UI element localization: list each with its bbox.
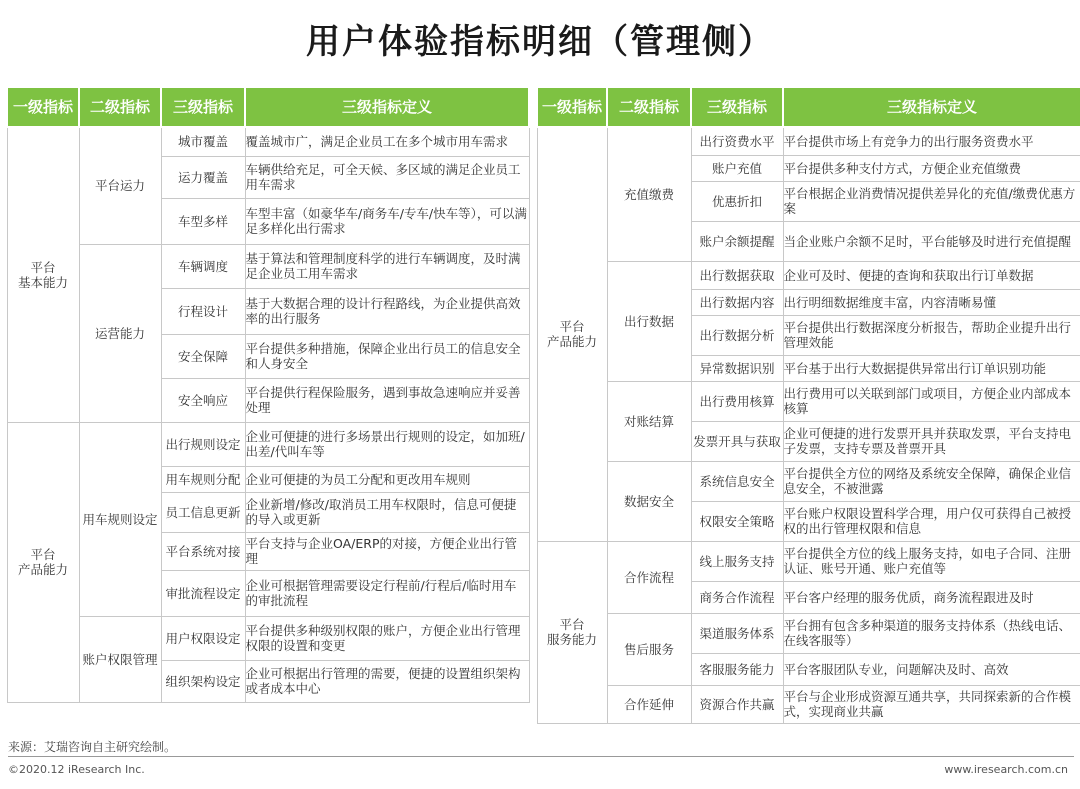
table-row bbox=[7, 616, 529, 660]
level1-cell: 平台 服务能力 bbox=[537, 541, 607, 723]
level3-cell: 安全响应 bbox=[161, 378, 245, 422]
definition-cell: 企业可便捷的为员工分配和更改用车规则 bbox=[245, 466, 529, 492]
definition-cell: 平台提供多种措施，保障企业出行员工的信息安全和人身安全 bbox=[245, 334, 529, 378]
definition-cell: 平台根据企业消费情况提供差异化的充值/缴费优惠方案 bbox=[783, 181, 1080, 221]
level3-cell: 出行资费水平 bbox=[691, 127, 783, 155]
level3-cell: 商务合作流程 bbox=[691, 581, 783, 613]
level3-cell: 审批流程设定 bbox=[161, 570, 245, 616]
definition-cell: 平台拥有包含多种渠道的服务支持体系（热线电话、在线客服等） bbox=[783, 613, 1080, 653]
header-level2: 二级指标 bbox=[607, 87, 691, 127]
header-level1: 一级指标 bbox=[7, 87, 79, 127]
definition-cell: 平台提供多种支付方式，方便企业充值缴费 bbox=[783, 155, 1080, 181]
table-row bbox=[7, 244, 529, 288]
definition-cell: 平台账户权限设置科学合理，用户仅可获得自己被授权的出行管理权限和信息 bbox=[783, 501, 1080, 541]
level3-cell: 出行数据分析 bbox=[691, 315, 783, 355]
definition-cell: 平台提供多种级别权限的账户，方便企业出行管理权限的设置和变更 bbox=[245, 616, 529, 660]
definition-cell: 平台提供全方位的线上服务支持，如电子合同、注册认证、账号开通、账户充值等 bbox=[783, 541, 1080, 581]
definition-cell: 平台客户经理的服务优质，商务流程跟进及时 bbox=[783, 581, 1080, 613]
definition-cell: 企业可便捷的进行多场景出行规则的设定，如加班/出差/代叫车等 bbox=[245, 422, 529, 466]
level3-cell: 用户权限设定 bbox=[161, 616, 245, 660]
level3-cell: 权限安全策略 bbox=[691, 501, 783, 541]
level2-cell: 对账结算 bbox=[607, 381, 691, 461]
level2-cell: 合作流程 bbox=[607, 541, 691, 613]
left-indicator-table bbox=[6, 86, 530, 703]
source-note: 来源：艾瑞咨询自主研究绘制。 bbox=[8, 740, 177, 754]
level3-cell: 异常数据识别 bbox=[691, 355, 783, 381]
header-level3: 三级指标 bbox=[161, 87, 245, 127]
level2-cell: 充值缴费 bbox=[607, 127, 691, 261]
level2-cell: 账户权限管理 bbox=[79, 616, 161, 702]
level3-cell: 发票开具与获取 bbox=[691, 421, 783, 461]
definition-cell: 平台提供出行数据深度分析报告，帮助企业提升出行管理效能 bbox=[783, 315, 1080, 355]
table-row bbox=[7, 422, 529, 466]
definition-cell: 基于算法和管理制度科学的进行车辆调度，及时满足企业员工用车需求 bbox=[245, 244, 529, 288]
definition-cell: 企业可便捷的进行发票开具并获取发票，平台支持电子发票，支持专票及普票开具 bbox=[783, 421, 1080, 461]
definition-cell: 平台提供全方位的网络及系统安全保障，确保企业信息安全，不被泄露 bbox=[783, 461, 1080, 501]
level3-cell: 优惠折扣 bbox=[691, 181, 783, 221]
footer-divider bbox=[8, 756, 1074, 757]
level3-cell: 城市覆盖 bbox=[161, 127, 245, 156]
header-level1: 一级指标 bbox=[537, 87, 607, 127]
level3-cell: 出行数据内容 bbox=[691, 289, 783, 315]
definition-cell: 出行明细数据维度丰富，内容清晰易懂 bbox=[783, 289, 1080, 315]
header-level3: 三级指标 bbox=[691, 87, 783, 127]
level1-cell: 平台 产品能力 bbox=[7, 422, 79, 702]
table-row bbox=[537, 381, 1080, 421]
definition-cell: 基于大数据合理的设计行程路线，为企业提供高效率的出行服务 bbox=[245, 288, 529, 334]
header-definition: 三级指标定义 bbox=[245, 87, 529, 127]
table-row bbox=[7, 127, 529, 156]
level3-cell: 出行数据获取 bbox=[691, 261, 783, 289]
definition-cell: 出行费用可以关联到部门或项目，方便企业内部成本核算 bbox=[783, 381, 1080, 421]
definition-cell: 企业可根据出行管理的需要，便捷的设置组织架构或者成本中心 bbox=[245, 660, 529, 702]
level2-cell: 运营能力 bbox=[79, 244, 161, 422]
level3-cell: 平台系统对接 bbox=[161, 532, 245, 570]
level3-cell: 组织架构设定 bbox=[161, 660, 245, 702]
level2-cell: 合作延伸 bbox=[607, 685, 691, 723]
definition-cell: 车辆供给充足，可全天候、多区域的满足企业员工用车需求 bbox=[245, 156, 529, 198]
table-row bbox=[537, 261, 1080, 289]
copyright-text: ©2020.12 iResearch Inc. bbox=[8, 763, 145, 776]
level3-cell: 出行规则设定 bbox=[161, 422, 245, 466]
level3-cell: 资源合作共赢 bbox=[691, 685, 783, 723]
page-title: 用户体验指标明细（管理侧） bbox=[306, 22, 774, 62]
definition-cell: 企业可及时、便捷的查询和获取出行订单数据 bbox=[783, 261, 1080, 289]
header-level2: 二级指标 bbox=[79, 87, 161, 127]
definition-cell: 平台客服团队专业，问题解决及时、高效 bbox=[783, 653, 1080, 685]
level2-cell: 数据安全 bbox=[607, 461, 691, 541]
definition-cell: 平台提供行程保险服务，遇到事故急速响应并妥善处理 bbox=[245, 378, 529, 422]
definition-cell: 覆盖城市广，满足企业员工在多个城市用车需求 bbox=[245, 127, 529, 156]
table-header-row bbox=[537, 87, 1080, 127]
definition-cell: 企业可根据管理需要设定行程前/行程后/临时用车的审批流程 bbox=[245, 570, 529, 616]
level3-cell: 账户余额提醒 bbox=[691, 221, 783, 261]
definition-cell: 平台提供市场上有竞争力的出行服务资费水平 bbox=[783, 127, 1080, 155]
level1-cell: 平台 基本能力 bbox=[7, 127, 79, 422]
table-header-row bbox=[7, 87, 529, 127]
definition-cell: 车型丰富（如豪华车/商务车/专车/快车等），可以满足多样化出行需求 bbox=[245, 198, 529, 244]
level2-cell: 用车规则设定 bbox=[79, 422, 161, 616]
definition-cell: 平台支持与企业OA/ERP的对接，方便企业出行管理 bbox=[245, 532, 529, 570]
level3-cell: 渠道服务体系 bbox=[691, 613, 783, 653]
right-indicator-table bbox=[536, 86, 1080, 724]
level3-cell: 行程设计 bbox=[161, 288, 245, 334]
level3-cell: 线上服务支持 bbox=[691, 541, 783, 581]
level3-cell: 车型多样 bbox=[161, 198, 245, 244]
definition-cell: 企业新增/修改/取消员工用车权限时，信息可便捷的导入或更新 bbox=[245, 492, 529, 532]
definition-cell: 当企业账户余额不足时，平台能够及时进行充值提醒 bbox=[783, 221, 1080, 261]
level3-cell: 客服服务能力 bbox=[691, 653, 783, 685]
table-row bbox=[537, 127, 1080, 155]
level2-cell: 出行数据 bbox=[607, 261, 691, 381]
level3-cell: 出行费用核算 bbox=[691, 381, 783, 421]
website-text: www.iresearch.com.cn bbox=[944, 763, 1068, 776]
level3-cell: 用车规则分配 bbox=[161, 466, 245, 492]
table-row bbox=[537, 685, 1080, 723]
table-row bbox=[537, 613, 1080, 653]
definition-cell: 平台与企业形成资源互通共享，共同探索新的合作模式，实现商业共赢 bbox=[783, 685, 1080, 723]
table-row bbox=[537, 461, 1080, 501]
level3-cell: 安全保障 bbox=[161, 334, 245, 378]
definition-cell: 平台基于出行大数据提供异常出行订单识别功能 bbox=[783, 355, 1080, 381]
table-row bbox=[537, 541, 1080, 581]
header-definition: 三级指标定义 bbox=[783, 87, 1080, 127]
level2-cell: 平台运力 bbox=[79, 127, 161, 244]
level3-cell: 账户充值 bbox=[691, 155, 783, 181]
level1-cell: 平台 产品能力 bbox=[537, 127, 607, 541]
level3-cell: 车辆调度 bbox=[161, 244, 245, 288]
level3-cell: 系统信息安全 bbox=[691, 461, 783, 501]
level3-cell: 运力覆盖 bbox=[161, 156, 245, 198]
level2-cell: 售后服务 bbox=[607, 613, 691, 685]
level3-cell: 员工信息更新 bbox=[161, 492, 245, 532]
